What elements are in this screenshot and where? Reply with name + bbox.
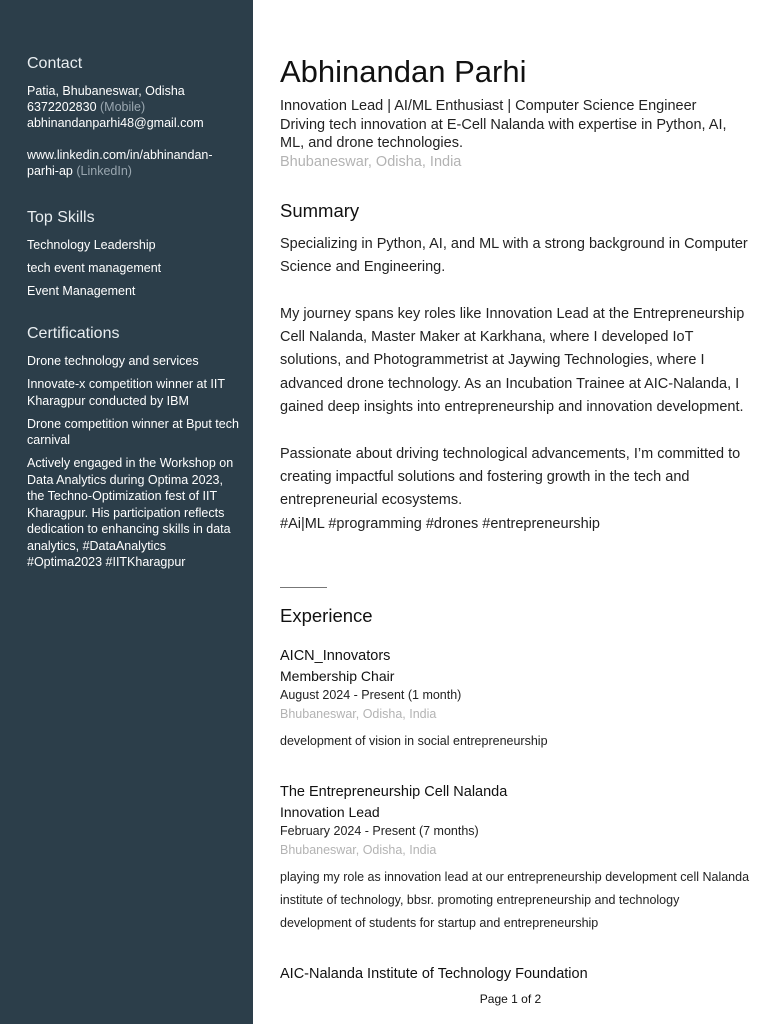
headline-line2: Driving tech innovation at E-Cell Nalanda with expertise in Python, AI, ML, and drone technologies. (280, 116, 727, 151)
linkedin-url-line1: www.linkedin.com/in/abhinandan- (27, 148, 213, 162)
job-description: playing my role as innovation lead at our entrepreneurship development cell Nalanda institute of technology, bbsr. promoting entrepreneurship and technology development of students for startup and entrepreneurship (280, 870, 750, 930)
summary-hashtags: #Ai|ML #programming #drones #entrepreneurship (280, 515, 600, 532)
experience-entry (280, 782, 750, 935)
company-name: AIC-Nalanda Institute of Technology Foundation (280, 966, 588, 982)
summary-paragraph: Specializing in Python, AI, and ML with a strong background in Computer Science and Engineering. (280, 236, 748, 276)
summary-heading: Summary (280, 200, 360, 221)
experience-heading: Experience (280, 605, 373, 626)
job-title: Membership Chair (280, 668, 395, 684)
profile-headline (280, 97, 750, 171)
company-name: AICN_Innovators (280, 648, 391, 664)
contact-address: Patia, Bhubaneswar, Odisha (27, 84, 185, 98)
summary-paragraph (280, 443, 750, 536)
certifications-heading: Certifications (27, 325, 120, 342)
certification-item: Drone competition winner at Bput tech carnival (27, 416, 239, 447)
job-location: Bhubaneswar, Odisha, India (280, 843, 437, 857)
contact-phone-row (27, 99, 242, 115)
contact-section (27, 54, 242, 179)
page-number: Page 1 of 2 (479, 992, 542, 1006)
top-skills-heading: Top Skills (27, 209, 95, 226)
top-skills-section (27, 208, 242, 306)
summary-text (280, 233, 750, 536)
linkedin-link[interactable] (27, 147, 242, 179)
certification-item: Actively engaged in the Workshop on Data Analytics during Optima 2023, the Techno-Optimization fest of IIT Kharagpur. His participation reflects dedication to enhancing skills in data analytics, #DataAnalytics #Optima2023 #IITKharagpur (27, 456, 234, 569)
job-location: Bhubaneswar, Odisha, India (280, 707, 437, 721)
contact-heading: Contact (27, 55, 83, 72)
experience-entry (280, 964, 750, 984)
skill-item: Technology Leadership (27, 238, 156, 252)
contact-phone: 6372202830 (27, 100, 97, 114)
skill-item: tech event management (27, 261, 162, 275)
summary-paragraph: My journey spans key roles like Innovation Lead at the Entrepreneurship Cell Nalanda, Master Maker at Karkhana, where I developed IoT solutions, and Photogrammetrist at Jaywing Technologies, where I advanced drone technology. As an Incubation Trainee at AIC-Nalanda, I gained deep insights into entrepreneurship and innovation development. (280, 305, 745, 416)
certification-item: Innovate-x competition winner at IIT Kharagpur conducted by IBM (27, 377, 225, 408)
headline-line1: Innovation Lead | AI/ML Enthusiast | Computer Science Engineer (280, 98, 697, 114)
job-dates: February 2024 - Present (7 months) (280, 824, 479, 838)
linkedin-label: (LinkedIn) (76, 164, 132, 178)
job-description: development of vision in social entrepreneurship (280, 734, 548, 748)
job-dates: August 2024 - Present (1 month) (280, 688, 462, 702)
profile-location: Bhubaneswar, Odisha, India (280, 153, 462, 170)
profile-name: Abhinandan Parhi (280, 54, 527, 89)
certifications-section (27, 324, 242, 577)
contact-phone-label: (Mobile) (100, 100, 146, 114)
company-name: The Entrepreneurship Cell Nalanda (280, 784, 508, 800)
certification-item: Drone technology and services (27, 354, 199, 368)
section-divider (280, 587, 327, 588)
summary-paragraph-text: Passionate about driving technological advancements, I’m committed to creating impactful solutions and fostering growth in the tech and entrepreneurial ecosystems. (280, 445, 741, 509)
experience-entry (280, 646, 750, 753)
skill-item: Event Management (27, 284, 136, 298)
job-title: Innovation Lead (280, 804, 380, 820)
contact-email[interactable]: abhinandanparhi48@gmail.com (27, 116, 204, 130)
sidebar (0, 0, 253, 1024)
linkedin-url-line2: parhi-ap (27, 164, 73, 178)
